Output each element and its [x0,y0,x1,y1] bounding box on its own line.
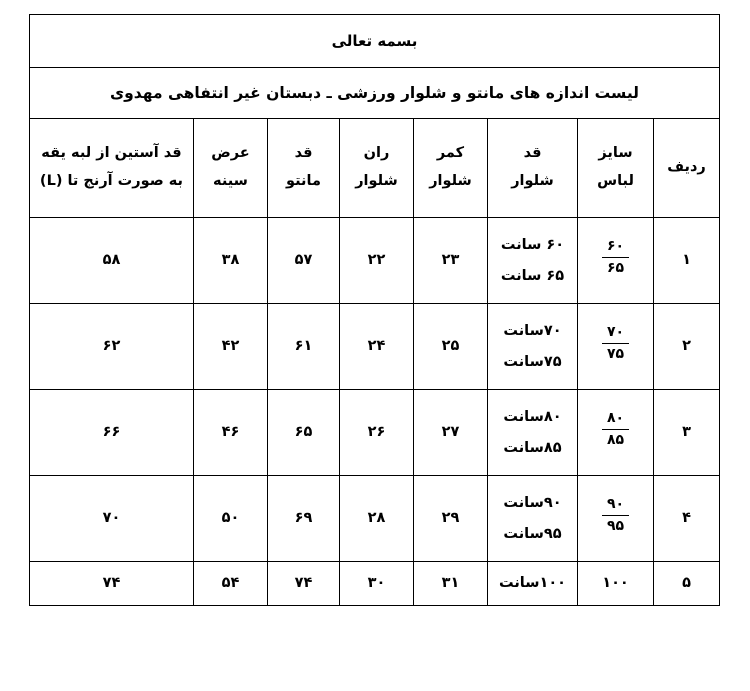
cell-ran: ۲۲ [340,218,414,304]
cell-arz-sine: ۳۸ [194,218,268,304]
header-ghad-shalvar-line1: قد [523,145,542,162]
header-ghad-astin [29,119,193,218]
size-fraction [602,323,629,364]
cell-kamar: ۲۷ [414,390,488,476]
size-denominator: ۶۵ [606,260,625,277]
cell-ghad-astin: ۷۴ [29,562,193,606]
size-fraction [602,237,629,278]
document-subtitle: لیست اندازه های مانتو و شلوار ورزشی ـ دبستان غیر انتفاهی مهدوی [29,68,719,119]
ghad-shalvar-line2: ۸۵سانت [503,439,562,456]
size-numerator: ۶۰ [602,237,629,258]
header-ghad-manto-line2: مانتو [286,173,321,189]
cell-ghad-shalvar: ۱۰۰سانت [488,562,578,606]
cell-size [578,218,654,304]
cell-kamar: ۳۱ [414,562,488,606]
size-denominator: ۸۵ [606,432,625,449]
cell-kamar: ۲۵ [414,304,488,390]
header-arz-line1: عرض [211,145,250,162]
cell-arz-sine: ۴۲ [194,304,268,390]
cell-ran: ۲۸ [340,476,414,562]
table-row [29,390,719,476]
ghad-shalvar-line2: ۶۵ سانت [500,267,565,284]
cell-ran: ۲۶ [340,390,414,476]
header-ghad-manto [268,119,340,218]
header-ghad-manto-line1: قد [294,145,313,162]
size-denominator: ۷۵ [606,346,625,363]
cell-ghad-manto: ۶۱ [268,304,340,390]
size-denominator: ۹۵ [606,518,625,535]
header-ran-line1: ران [363,145,390,162]
cell-ghad-shalvar [488,304,578,390]
document-title: بسمه تعالی [29,15,719,68]
cell-ghad-shalvar [488,390,578,476]
cell-ghad-manto: ۶۵ [268,390,340,476]
cell-arz-sine: ۴۶ [194,390,268,476]
cell-ran: ۳۰ [340,562,414,606]
header-radif-label: ردیف [667,159,706,176]
header-ran [340,119,414,218]
ghad-shalvar-line1: ۷۰سانت [503,323,562,340]
ghad-shalvar-line1: ۹۰سانت [503,495,562,512]
cell-size [578,390,654,476]
header-kamar-line2: شلوار [429,173,472,189]
cell-ghad-shalvar [488,476,578,562]
ghad-shalvar-line1: ۸۰سانت [503,409,562,426]
size-numerator: ۹۰ [602,495,629,516]
cell-size: ۱۰۰ [578,562,654,606]
ghad-shalvar-line2: ۹۵سانت [503,525,562,542]
cell-ghad-astin: ۶۶ [29,390,193,476]
cell-ghad-shalvar [488,218,578,304]
subtitle-row [29,68,719,119]
cell-size [578,304,654,390]
header-size-line1: سایز [598,145,633,162]
cell-radif: ۵ [654,562,720,606]
cell-ghad-astin: ۵۸ [29,218,193,304]
ghad-shalvar-line2: ۷۵سانت [503,353,562,370]
cell-radif: ۲ [654,304,720,390]
cell-arz-sine: ۵۰ [194,476,268,562]
header-radif [654,119,720,218]
table-row [29,476,719,562]
cell-arz-sine: ۵۴ [194,562,268,606]
cell-ghad-astin: ۶۲ [29,304,193,390]
header-ghad-shalvar-line2: شلوار [511,173,554,189]
cell-kamar: ۲۳ [414,218,488,304]
header-astin-line1: قد آستین از لبه یقه [41,145,182,162]
header-arz-line2: سینه [213,173,248,189]
header-astin-line2: به صورت آرنج تا (L) [39,173,183,189]
size-fraction [602,495,629,536]
cell-radif: ۱ [654,218,720,304]
table-row [29,304,719,390]
table-header-row [29,119,719,218]
header-kamar-line1: کمر [436,145,465,162]
title-row [29,15,719,68]
cell-ghad-astin: ۷۰ [29,476,193,562]
cell-kamar: ۲۹ [414,476,488,562]
cell-ran: ۲۴ [340,304,414,390]
cell-radif: ۳ [654,390,720,476]
header-arz-sine [194,119,268,218]
ghad-shalvar-line1: ۶۰ سانت [500,237,565,254]
size-fraction [602,409,629,450]
table-row [29,218,719,304]
measurements-table [29,14,720,606]
cell-ghad-manto: ۵۷ [268,218,340,304]
cell-ghad-manto: ۶۹ [268,476,340,562]
header-kamar [414,119,488,218]
header-size-line2: لباس [597,173,634,189]
table-row [29,562,719,606]
cell-ghad-manto: ۷۴ [268,562,340,606]
cell-radif: ۴ [654,476,720,562]
header-ghad-shalvar [488,119,578,218]
size-numerator: ۷۰ [602,323,629,344]
header-size [578,119,654,218]
size-numerator: ۸۰ [602,409,629,430]
cell-size [578,476,654,562]
header-ran-line2: شلوار [355,173,398,189]
